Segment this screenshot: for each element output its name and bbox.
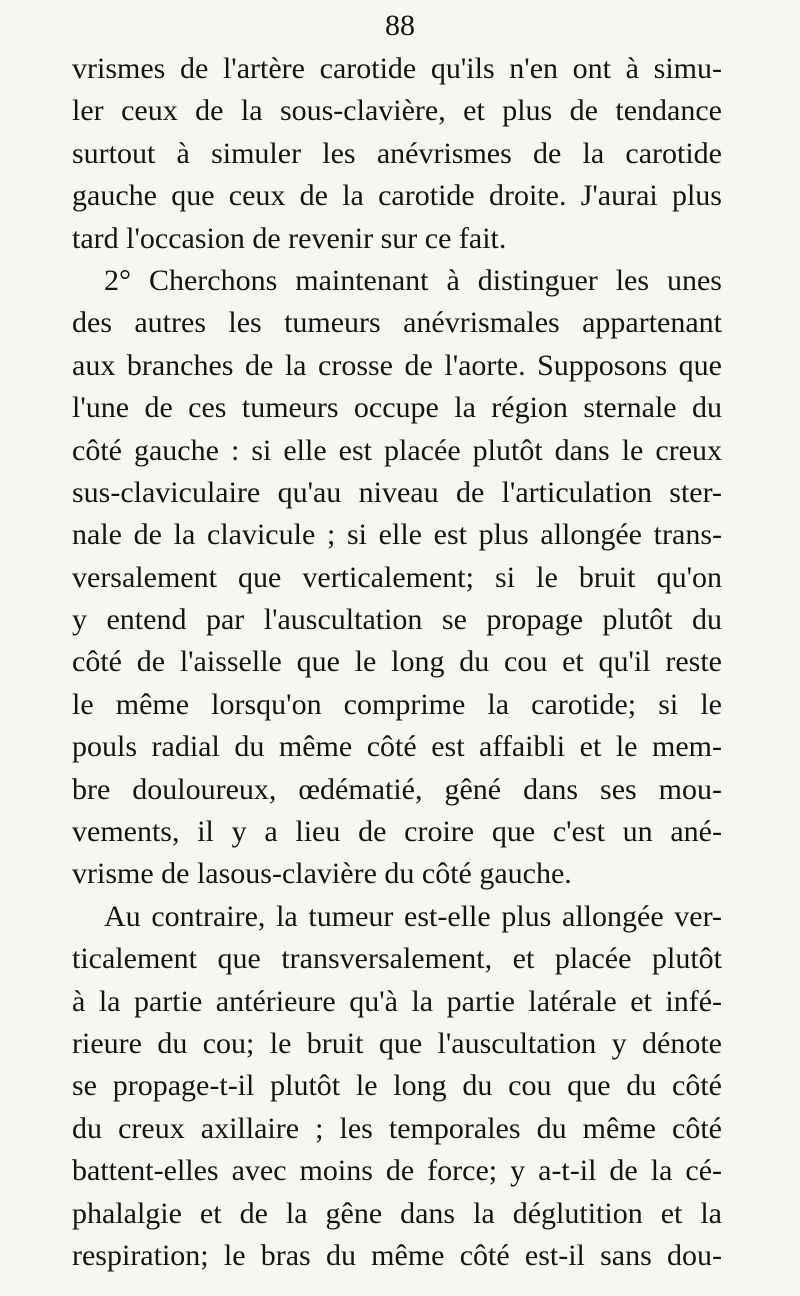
text-line: pouls radial du même côté est affaibli et le mem- xyxy=(72,730,722,764)
text-line: respiration; le bras du même côté est-il sans dou- xyxy=(72,1238,722,1272)
text-line: du creux axillaire ; les temporales du même côté xyxy=(72,1111,722,1145)
text-line: bre douloureux, œdématié, gêné dans ses mou- xyxy=(72,772,722,806)
text-line: ler ceux de la sous-clavière, et plus de tendance xyxy=(72,94,722,128)
text-line: côté de l'aisselle que le long du cou et qu'il reste xyxy=(72,645,722,679)
text-line: vements, il y a lieu de croire que c'est un ané- xyxy=(72,815,722,849)
text-line: tard l'occasion de revenir sur ce fait. xyxy=(72,221,507,255)
text-line: le même lorsqu'on comprime la carotide; si le xyxy=(72,687,722,721)
text-line: vrismes de l'artère carotide qu'ils n'en ont à simu- xyxy=(72,52,722,85)
text-line: nale de la clavicule ; si elle est plus allongée trans- xyxy=(72,518,722,552)
body-text xyxy=(72,48,722,1277)
text-line: versalement que verticalement; si le bruit qu'on xyxy=(72,560,722,594)
text-line: des autres les tumeurs anévrismales appartenant xyxy=(72,306,722,340)
text-line: battent-elles avec moins de force; y a-t-il de la cé- xyxy=(72,1154,722,1188)
text-line: sus-claviculaire qu'au niveau de l'articulation ster- xyxy=(72,475,722,509)
text-line: se propage-t-il plutôt le long du cou que du côté xyxy=(72,1069,722,1103)
page-number: 88 xyxy=(385,9,415,42)
text-line: Au contraire, la tumeur est-elle plus allongée ver- xyxy=(104,899,722,933)
text-line: ticalement que transversalement, et placée plutôt xyxy=(72,942,722,976)
text-line: vrisme de lasous-clavière du côté gauche. xyxy=(72,857,572,891)
text-line: 2° Cherchons maintenant à distinguer les unes xyxy=(104,263,722,297)
text-line: phalalgie et de la gêne dans la déglutition et la xyxy=(72,1196,722,1230)
text-line: côté gauche : si elle est placée plutôt dans le creux xyxy=(72,433,722,467)
text-line: y entend par l'auscultation se propage plutôt du xyxy=(72,603,722,637)
text-line: surtout à simuler les anévrismes de la carotide xyxy=(72,136,722,170)
text-line: à la partie antérieure qu'à la partie latérale et infé- xyxy=(72,984,722,1018)
text-line: l'une de ces tumeurs occupe la région sternale du xyxy=(72,391,722,425)
text-line: aux branches de la crosse de l'aorte. Supposons que xyxy=(72,348,722,382)
text-line: rieure du cou; le bruit que l'auscultation y dénote xyxy=(72,1026,722,1060)
text-line: gauche que ceux de la carotide droite. J'aurai plus xyxy=(72,179,722,213)
